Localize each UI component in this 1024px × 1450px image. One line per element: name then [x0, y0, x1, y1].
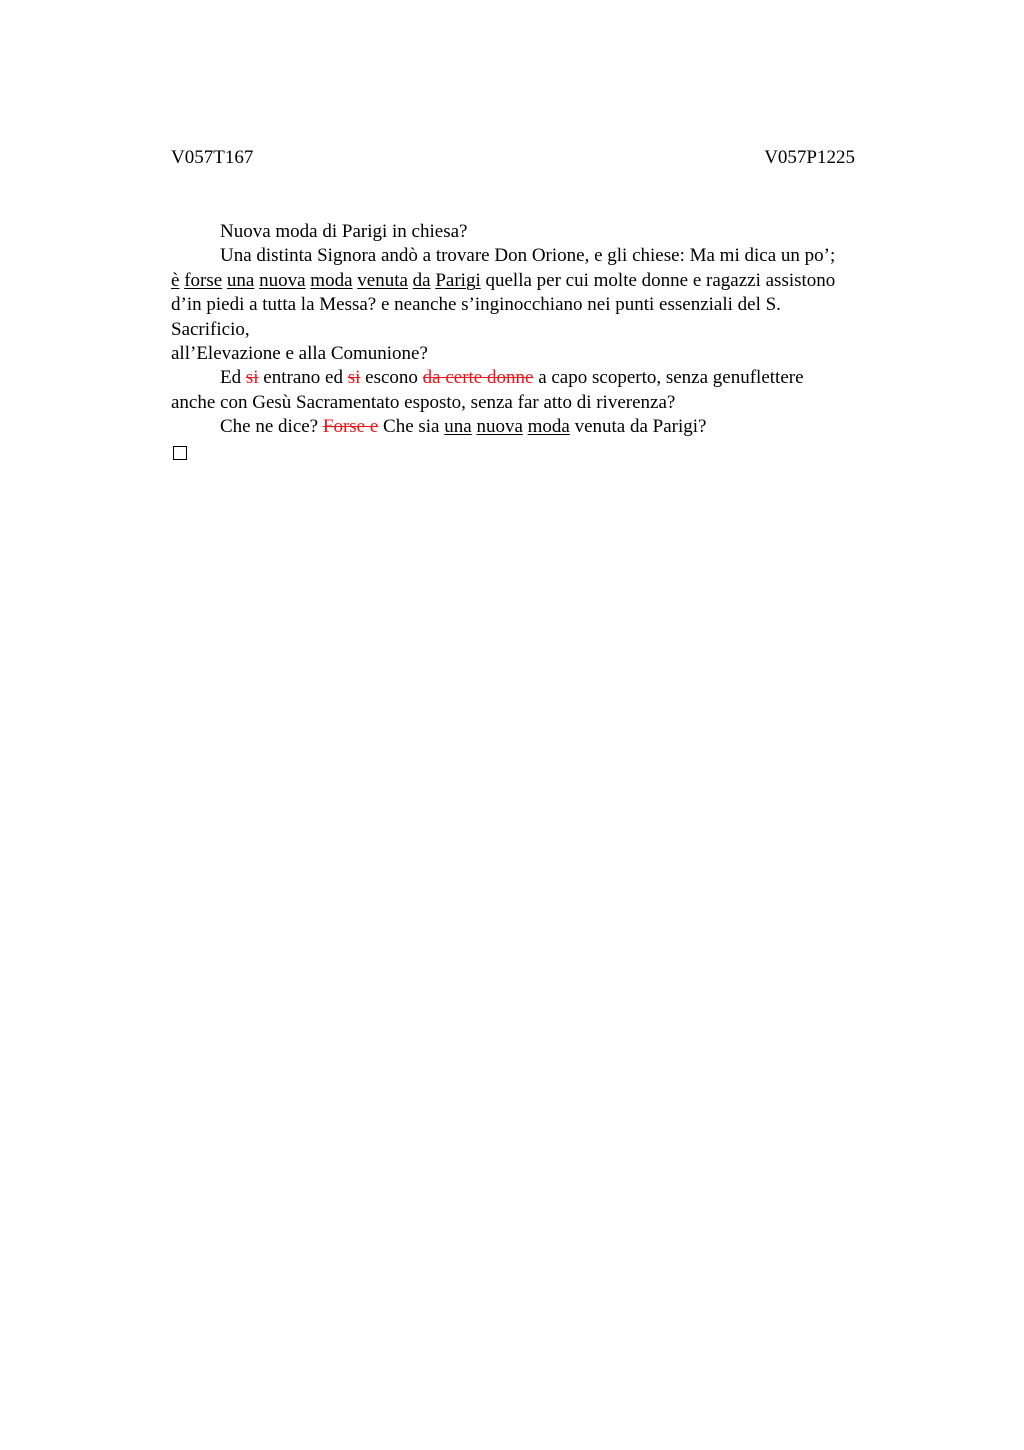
paragraph-1-line-2: [171, 269, 901, 293]
underlined-word: moda: [310, 269, 353, 291]
deleted-text: si: [347, 367, 361, 389]
deleted-text: Forse e: [322, 416, 379, 438]
underlined-word: una: [444, 416, 472, 438]
paragraph-3-line-1: [171, 415, 901, 439]
document-code-left: V057T167: [171, 147, 254, 168]
document-title-line: Nuova moda di Parigi in chiesa?: [220, 221, 468, 242]
document-code-right: V057P1225: [764, 147, 855, 168]
plain-text: Ed: [220, 367, 242, 389]
underlined-word: forse: [184, 269, 223, 291]
underlined-word: Parigi: [435, 269, 481, 291]
underlined-word: moda: [527, 416, 570, 438]
plain-text: a capo scoperto, senza genuflettere: [538, 367, 804, 389]
paragraph-2-line-1: [171, 366, 901, 390]
underlined-word: nuova: [259, 269, 306, 291]
paragraph-1-line-1: Una distinta Signora andò a trovare Don Orione, e gli chiese: Ma mi dica un po’;: [220, 245, 836, 267]
underlined-word: una: [226, 269, 255, 291]
plain-text: escono: [365, 367, 418, 389]
plain-text: venuta da Parigi?: [574, 416, 707, 438]
end-mark-line: [171, 440, 901, 467]
plain-text: quella per cui molte donne e ragazzi assistono: [485, 269, 836, 291]
paragraph-1-line-5: all’Elevazione e alla Comunione?: [171, 343, 428, 365]
paragraph-1-line-3: d’in piedi a tutta la Messa? e neanche s’inginocchiano nei punti essenziali del S.: [171, 294, 781, 316]
plain-text: entrano ed: [263, 367, 343, 389]
paragraph-2-line-2: anche con Gesù Sacramentato esposto, senza far atto di riverenza?: [171, 391, 676, 413]
deleted-text: si: [245, 367, 259, 389]
page-header: [171, 146, 855, 170]
empty-square-icon: [173, 446, 187, 460]
plain-text: Che sia: [383, 416, 440, 438]
underlined-word: da: [412, 269, 431, 291]
plain-text: Che ne dice?: [220, 416, 319, 438]
underlined-word: venuta: [357, 269, 408, 291]
deleted-text: da certe donne: [422, 367, 534, 389]
paragraph-1-line-4: Sacrificio,: [171, 318, 250, 340]
underlined-word: nuova: [476, 416, 523, 438]
document-body: [171, 220, 901, 467]
underlined-word: è: [171, 269, 180, 291]
